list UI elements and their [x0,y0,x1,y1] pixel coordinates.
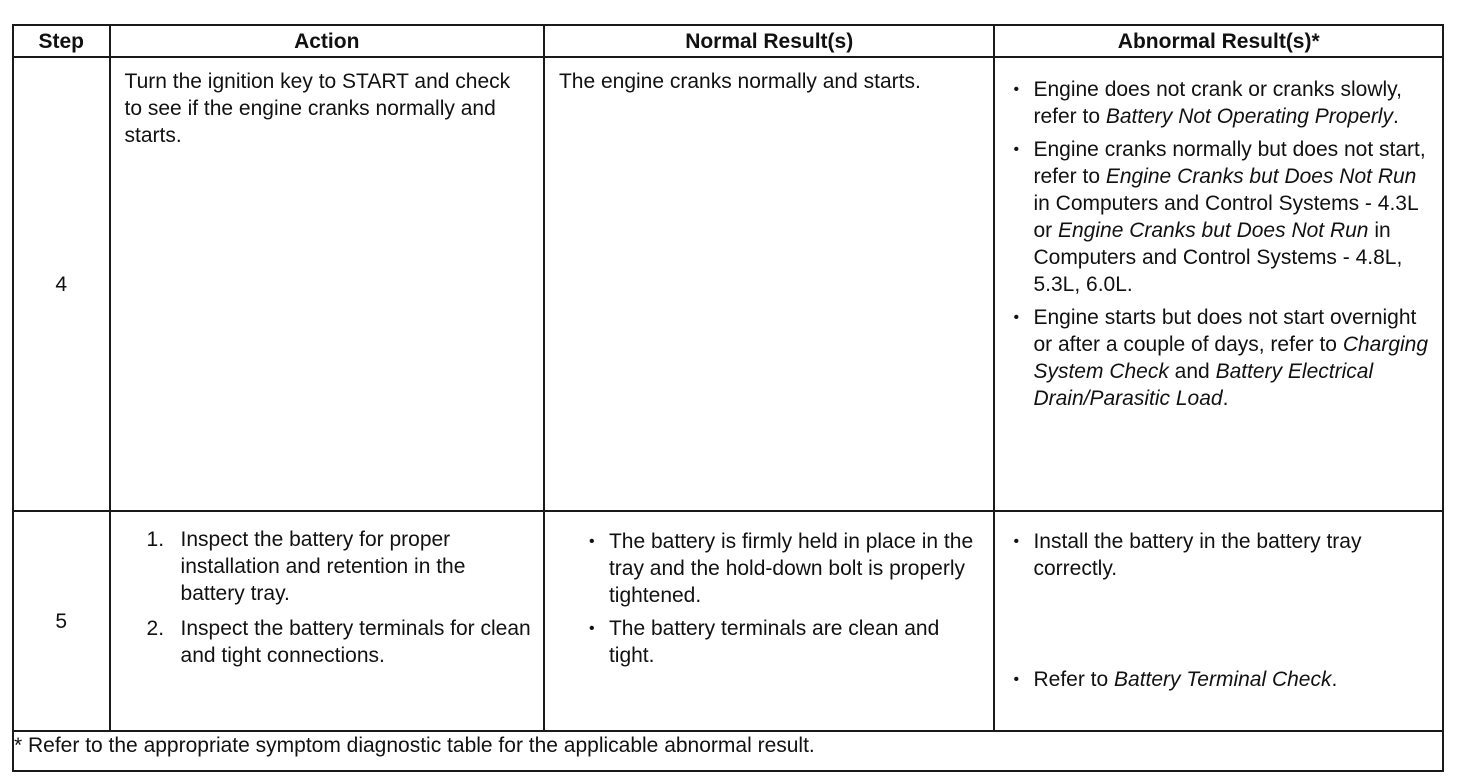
step-index: 1. [146,528,165,551]
reference-link[interactable]: Charging System Check [1033,333,1429,383]
action-cell [110,511,544,731]
action-cell [110,57,544,511]
table-row [13,57,1443,511]
abnormal-result-list [1009,76,1432,412]
normal-result-cell [544,511,995,731]
abnormal-text: in Computers and Control Systems - 4.8L, 5.3L, 6.0L. [1033,219,1403,296]
abnormal-result-list [1009,528,1432,582]
abnormal-result-cell [994,57,1443,511]
reference-link[interactable]: Engine Cranks but Does Not Run [1105,165,1417,188]
diagnostic-table-container [12,24,1444,772]
abnormal-text: . [1392,105,1399,128]
list-item [1009,76,1432,130]
normal-result-text: The battery is firmly held in place in the tray and the hold-down bolt is properly tightened. [608,530,974,607]
list-item [1009,136,1432,298]
action-text: Turn the ignition key to START and check to see if the engine cranks normally and starts. [124,70,511,147]
reference-link[interactable]: Battery Electrical Drain/Parasitic Load [1033,360,1374,410]
bullet-icon: • [1013,671,1020,688]
reference-link[interactable]: Battery Not Operating Properly [1105,105,1393,128]
abnormal-text: Engine starts but does not start overnight or after a couple of days, refer to [1033,306,1417,356]
abnormal-result-list [1009,666,1432,693]
bullet-icon: • [1013,141,1020,158]
abnormal-text: Refer to [1033,668,1115,691]
header-step: Step [13,25,110,57]
list-item [1009,528,1432,582]
abnormal-text: Install the battery in the battery tray correctly. [1033,530,1362,580]
header-normal-results: Normal Result(s) [544,25,995,57]
step-index: 2. [146,617,165,640]
list-item [147,526,533,607]
header-abnormal-results: Abnormal Result(s)* [994,25,1443,57]
abnormal-text: Engine cranks normally but does not start, refer to [1033,138,1426,188]
action-step-text: Inspect the battery for proper installation and retention in the battery tray. [180,528,466,605]
action-steps-list [147,526,533,669]
header-action: Action [110,25,544,57]
step-number: 5 [13,511,110,731]
header-row [13,25,1443,57]
abnormal-result-cell [994,511,1443,731]
footnote-row [13,731,1443,771]
abnormal-text: and [1168,360,1216,383]
step-number: 4 [13,57,110,511]
abnormal-text: in Computers and Control Systems - 4.3L or [1033,192,1418,242]
normal-result-text: The engine cranks normally and starts. [558,70,921,93]
footnote: * Refer to the appropriate symptom diagnostic table for the applicable abnormal result. [13,731,1443,771]
normal-result-list [585,528,984,669]
bullet-icon: • [588,533,595,550]
list-item [585,528,984,609]
abnormal-text: Engine does not crank or cranks slowly, refer to [1033,78,1402,128]
bullet-icon: • [1013,309,1020,326]
normal-result-text: The battery terminals are clean and tight. [608,617,940,667]
reference-link[interactable]: Engine Cranks but Does Not Run [1057,219,1369,242]
abnormal-text: . [1331,668,1338,691]
list-item [1009,666,1432,693]
bullet-icon: • [588,620,595,637]
list-item [147,615,533,669]
bullet-icon: • [1013,533,1020,550]
list-item [1009,304,1432,412]
normal-result-cell [544,57,995,511]
bullet-icon: • [1013,81,1020,98]
action-step-text: Inspect the battery terminals for clean and tight connections. [180,617,531,667]
table-row [13,511,1443,731]
abnormal-text: . [1222,387,1229,410]
diagnostic-table [12,24,1444,772]
list-item [585,615,984,669]
reference-link[interactable]: Battery Terminal Check [1114,668,1332,691]
